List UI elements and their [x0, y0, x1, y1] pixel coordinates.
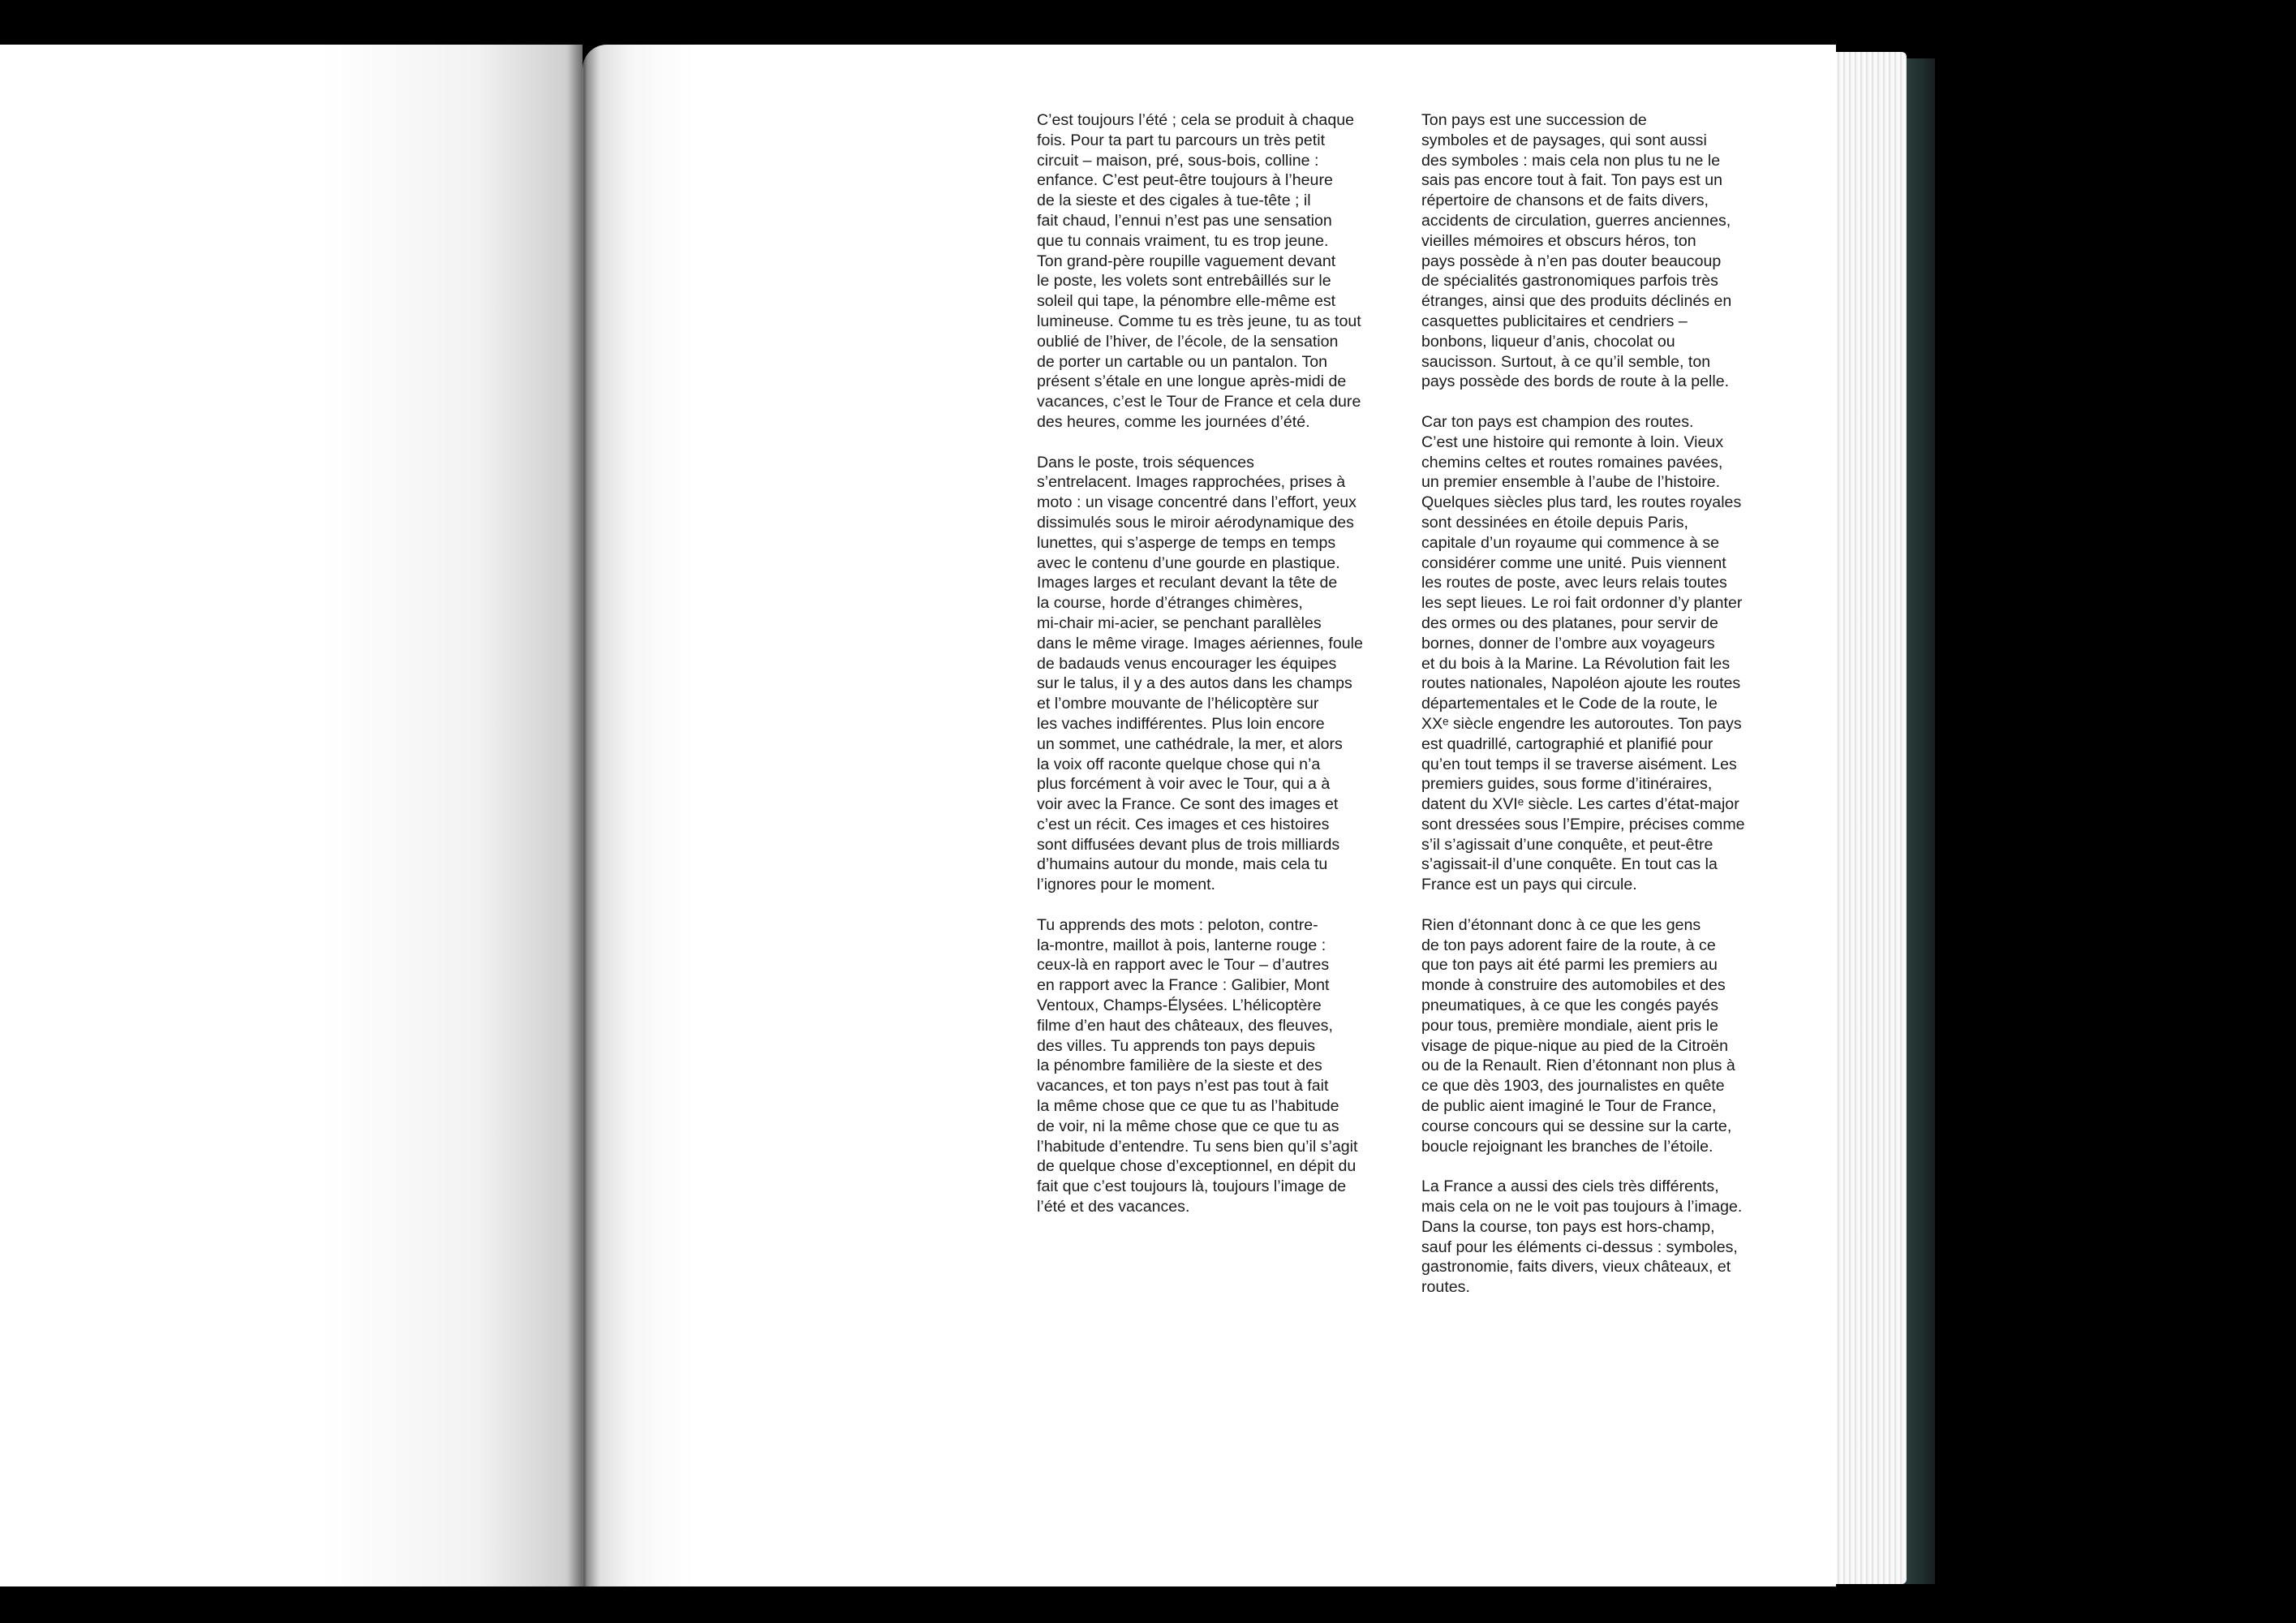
text-column-right [1421, 110, 1795, 1318]
paragraph: Dans le poste, trois séquences s’entrelacent. Images rapprochées, prises à moto : un visage concentré dans l’effort, yeux dissimulés sous le miroir aérodynamique des lunettes, qui s’asperge de temps en temps avec le contenu d’une gourde en plastique. Images larges et reculant devant la tête de la course, horde d’étranges chimères, mi-chair mi-acier, se penchant parallèles dans le même virage. Images aériennes, foule de badauds venus encourager les équipes sur le talus, il y a des autos dans les champs et l’ombre mouvante de l’hélicoptère sur les vaches indifférentes. Plus loin encore un sommet, une cathédrale, la mer, et alors la voix off raconte quelque chose qui n’a plus forcément à voir avec le Tour, qui a à voir avec la France. Ce sont des images et c’est un récit. Ces images et ces histoires sont diffusées devant plus de trois milliards d’humains autour du monde, mais cela tu l’ignores pour le moment. [1037, 453, 1363, 894]
text-column-left [1037, 110, 1410, 1238]
paragraph: La France a aussi des ciels très différents, mais cela on ne le voit pas toujours à l’image. Dans la course, ton pays est hors-champ, sauf pour les éléments ci-dessus : symboles, gastronomie, faits divers, vieux châteaux, et routes. [1421, 1177, 1743, 1297]
paragraph: Rien d’étonnant donc à ce que les gens de ton pays adorent faire de la route, à ce que ton pays ait été parmi les premiers au monde à construire des automobiles et des pneumatiques, à ce que les congés payés pour tous, première mondiale, aient pris le visage de pique-nique au pied de la Citroën ou de la Renault. Rien d’étonnant non plus à ce que dès 1903, des journalistes en quête de public aient imaginé le Tour de France, course concours qui se dessine sur la carte, boucle rejoignant les branches de l’étoile. [1421, 915, 1735, 1156]
paragraph: C’est toujours l’été ; cela se produit à chaque fois. Pour ta part tu parcours un très petit circuit – maison, pré, sous-bois, colline : enfance. C’est peut-être toujours à l’heure de la sieste et des cigales à tue-tête ; il fait chaud, l’ennui n’est pas une sensation que tu connais vraiment, tu es trop jeune. Ton grand-père roupille vaguement devant le poste, les volets sont entrebâillés sur le soleil qui tape, la pénombre elle-même est lumineuse. Comme tu es très jeune, tu as tout oublié de l’hiver, de l’école, de la sensation de porter un cartable ou un pantalon. Ton présent s’étale en une longue après-midi de vacances, c’est le Tour de France et cela dure des heures, comme les journées d’été. [1037, 111, 1361, 431]
paragraph: Tu apprends des mots : peloton, contre- la-montre, maillot à pois, lanterne rouge : ceux-là en rapport avec le Tour – d’autres en rapport avec la France : Galibier, Mont Ventoux, Champs-Élysées. L’hélicoptère filme d’en haut des châteaux, des fleuves, des villes. Tu apprends ton pays depuis la pénombre familière de la sieste et des vacances, et ton pays n’est pas tout à fait la même chose que ce que tu as l’habitude de voir, ni la même chose que ce que tu as l’habitude d’entendre. Tu sens bien qu’il s’agit de quelque chose d’exceptionnel, en dépit du fait que c’est toujours là, toujours l’image de l’été et des vacances. [1037, 915, 1358, 1216]
book-gutter [568, 45, 600, 1586]
paragraph: Ton pays est une succession de symboles et de paysages, qui sont aussi des symboles : mais cela non plus tu ne le sais pas encore tout à fait. Ton pays est un répertoire de chansons et de faits divers, accidents de circulation, guerres anciennes, vieilles mémoires et obscurs héros, ton pays possède à n’en pas douter beaucoup de spécialités gastronomiques parfois très étranges, ainsi que des produits déclinés en casquettes publicitaires et cendriers – bonbons, liqueur d’anis, chocolat ou saucisson. Surtout, à ce qu’il semble, ton pays possède des bords de route à la pelle. [1421, 111, 1732, 391]
left-page-blank [0, 45, 583, 1586]
paragraph: Car ton pays est champion des routes. C’est une histoire qui remonte à loin. Vieux chemins celtes et routes romaines pavées, un premier ensemble à l’aube de l’histoire. Quelques siècles plus tard, les routes royales sont dessinées en étoile depuis Paris, capitale d’un royaume qui commence à se considérer comme une unité. Puis viennent les routes de poste, avec leurs relais toutes les sept lieues. Le roi fait ordonner d’y planter des ormes ou des platanes, pour servir de bornes, donner de l’ombre aux voyageurs et du bois à la Marine. La Révolution fait les routes nationales, Napoléon ajoute les routes départementales et le Code de la route, le XXᵉ siècle engendre les autoroutes. Ton pays est quadrillé, cartographié et planifié pour qu’en tout temps il se traverse aisément. Les premiers guides, sous forme d’itinéraires, datent du XVIᵉ siècle. Les cartes d’état-major sont dressées sous l’Empire, précises comme s’il s’agissait d’une conquête, et peut-être s’agissait-il d’une conquête. En tout cas la France est un pays qui circule. [1421, 412, 1745, 894]
